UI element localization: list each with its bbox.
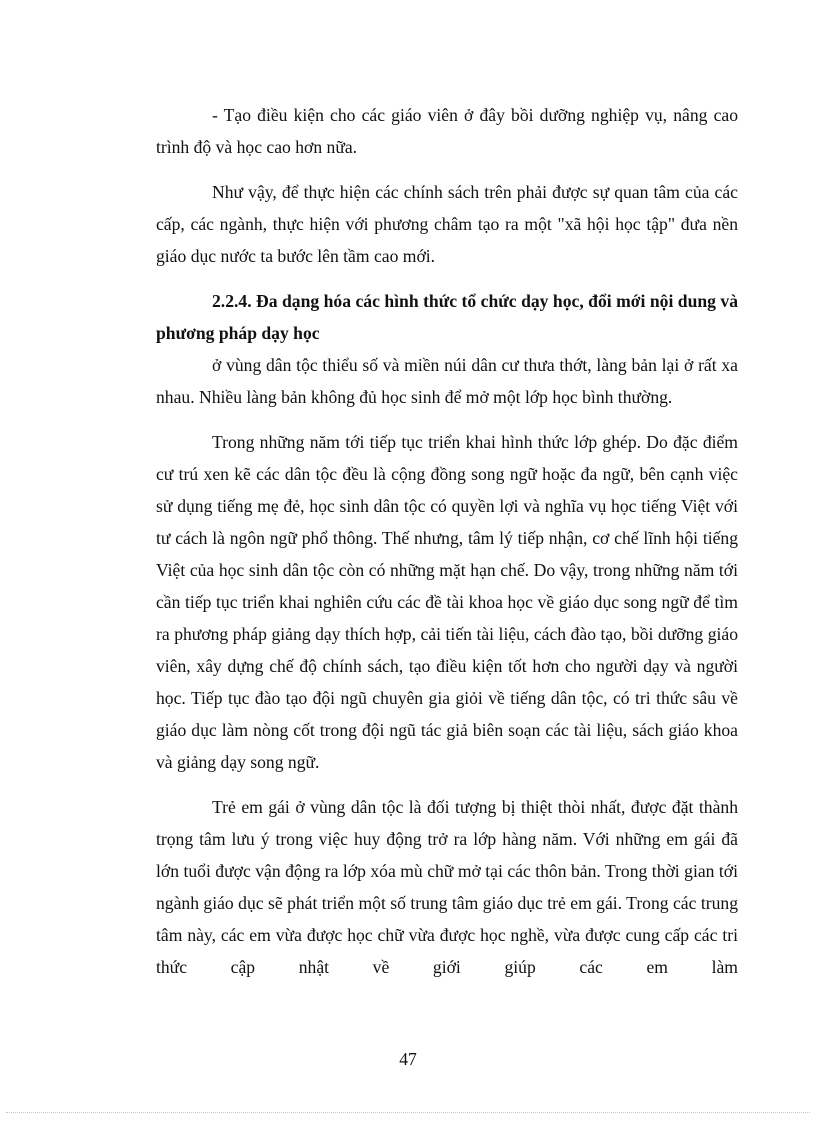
paragraph-girls-education: Trẻ em gái ở vùng dân tộc là đối tượng bị thiệt thòi nhất, được đặt thành trọng tâm lưu ý trong việc huy động trở ra lớp hàng năm. Với những em gái đã lớn tuổi được vận động ra lớp xóa mù chữ mở tại các thôn bản. Trong thời gian tới ngành giáo dục sẽ phát triển một số trung tâm giáo dục trẻ em gái. Trong các trung tâm này, các em vừa được học chữ vừa được học nghề, vừa được cung cấp các tri thức cập nhật về giới giúp các em làm	[156, 797, 738, 977]
section-heading: 2.2.4. Đa dạng hóa các hình thức tổ chức dạy học, đổi mới nội dung và phương pháp dạy học	[156, 291, 738, 343]
paragraph-sparse-population: ở vùng dân tộc thiểu số và miền núi dân cư thưa thớt, làng bản lại ở rất xa nhau. Nhiều làng bản không đủ học sinh để mở một lớp học bình thường.	[156, 355, 738, 407]
paragraph-teacher-training: - Tạo điều kiện cho các giáo viên ở đây bồi dưỡng nghiệp vụ, nâng cao trình độ và học cao hơn nữa.	[156, 105, 738, 157]
paragraph-policy-summary: Như vậy, để thực hiện các chính sách trên phải được sự quan tâm của các cấp, các ngành, thực hiện với phương châm tạo ra một "xã hội học tập" đưa nền giáo dục nước ta bước lên tầm cao mới.	[156, 182, 738, 266]
paragraph-bilingual-education: Trong những năm tới tiếp tục triển khai hình thức lớp ghép. Do đặc điểm cư trú xen kẽ các dân tộc đều là cộng đồng song ngữ hoặc đa ngữ, bên cạnh việc sử dụng tiếng mẹ đẻ, học sinh dân tộc có quyền lợi và nghĩa vụ học tiếng Việt với tư cách là ngôn ngữ phổ thông. Thế nhưng, tâm lý tiếp nhận, cơ chế lĩnh hội tiếng Việt của học sinh dân tộc còn có những mặt hạn chế. Do vậy, trong những năm tới cần tiếp tục triển khai nghiên cứu các đề tài khoa học về giáo dục song ngữ để tìm ra phương pháp giảng dạy thích hợp, cải tiến tài liệu, cách đào tạo, bồi dưỡng giáo viên, xây dựng chế độ chính sách, tạo điều kiện tốt hơn cho người dạy và người học. Tiếp tục đào tạo đội ngũ chuyên gia giỏi về tiếng dân tộc, có tri thức sâu về giáo dục làm nòng cốt trong đội ngũ tác giả biên soạn các tài liệu, sách giáo khoa và giảng dạy song ngữ.	[156, 432, 738, 772]
page-number: 47	[399, 1049, 417, 1069]
bottom-dotted-border	[6, 1112, 810, 1113]
page-content	[156, 99, 738, 996]
